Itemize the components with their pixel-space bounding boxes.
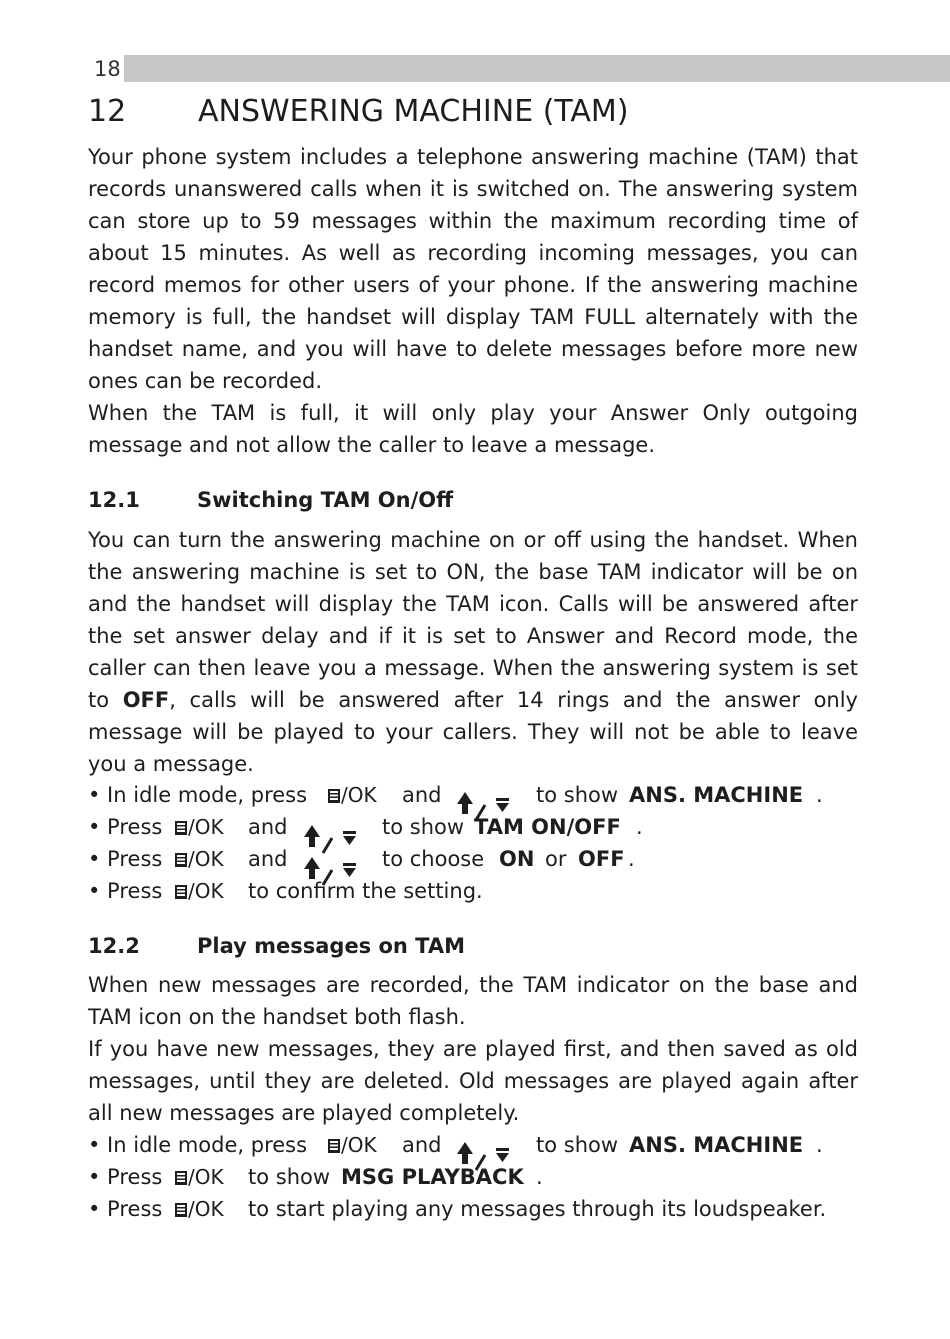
bullet-and: and: [402, 783, 442, 807]
section-number: 12.2: [88, 934, 140, 958]
menu-ok-key-icon: /OK: [175, 843, 224, 875]
section-title: Switching TAM On/Off: [197, 488, 454, 512]
menu-ok-key-icon: /OK: [175, 1161, 224, 1193]
bullet-post: to show: [382, 815, 465, 839]
menu-ok-key-icon: /OK: [175, 875, 224, 907]
bullet-or: or: [545, 847, 567, 871]
bullet-end: .: [816, 1133, 823, 1157]
section-12-2-paragraph-1: When new messages are recorded, the TAM indicator on the base and TAM icon on the handset both flash.: [88, 973, 858, 1029]
intro-paragraph-2: When the TAM is full, it will only play your Answer Only outgoing message and not allow the caller to leave a message.: [88, 401, 858, 457]
section-12-1-heading: [88, 488, 453, 512]
bullet-option-on: ON: [499, 847, 535, 871]
body-text: You can turn the answering machine on or off using the handset. When the answering machine is set to ON, the base TAM indicator will be on and the handset will display the TAM icon. Calls will be answered after the set answer delay and if it is set to Answer and Record mode, the caller can then leave you a message. When the answering system is set to: [88, 528, 858, 712]
bullet-target: MSG PLAYBACK: [341, 1165, 524, 1189]
bullet-post: to confirm the setting.: [248, 879, 483, 903]
menu-ok-key-icon: /OK: [328, 779, 377, 811]
bullet-and: and: [248, 815, 288, 839]
bullet-and: and: [248, 847, 288, 871]
intro-paragraph-1: Your phone system includes a telephone answering machine (TAM) that records unanswered calls when it is switched on. The answering system can store up to 59 messages within the maximum recording time of about 15 minutes. As well as recording incoming messages, you can record memos for other users of your phone. If the answering machine memory is full, the handset will display TAM FULL alternately with the handset name, and you will have to delete messages before more new ones can be recorded.: [88, 145, 858, 393]
bullet-end: .: [536, 1165, 543, 1189]
body-text-end: , calls will be answered after 14 rings and the answer only message will be played to your callers. They will not be able to leave you a message.: [88, 688, 858, 776]
chapter-title-text: ANSWERING MACHINE (TAM): [198, 94, 629, 129]
bullet-target: TAM ON/OFF: [474, 815, 621, 839]
bullet-and: and: [402, 1133, 442, 1157]
menu-ok-key-icon: /OK: [328, 1129, 377, 1161]
bullet-text: • In idle mode, press: [88, 1133, 308, 1157]
chapter-number: 12: [88, 94, 127, 129]
bullet-text: • Press: [88, 847, 163, 871]
bullet-post: to start playing any messages through its loudspeaker.: [248, 1197, 827, 1221]
bullet-text: • In idle mode, press: [88, 783, 308, 807]
section-12-1-body: [88, 524, 858, 780]
section-number: 12.1: [88, 488, 140, 512]
section-12-2-heading: [88, 934, 465, 958]
menu-ok-key-icon: /OK: [175, 1193, 224, 1225]
bullet-end: .: [636, 815, 643, 839]
body-bold-off: OFF: [122, 688, 170, 712]
page-number: 18: [92, 55, 124, 82]
bullet-target: ANS. MACHINE: [629, 783, 804, 807]
bullet-post: to show: [536, 783, 619, 807]
bullet-end: .: [628, 847, 635, 871]
chapter-title: [88, 94, 629, 129]
page-header-bar: [92, 55, 950, 82]
bullet-post: to show: [536, 1133, 619, 1157]
bullet-post: to choose: [382, 847, 485, 871]
bullet-text: • Press: [88, 815, 163, 839]
bullet-post: to show: [248, 1165, 331, 1189]
menu-ok-key-icon: /OK: [175, 811, 224, 843]
bullet-option-off: OFF: [578, 847, 625, 871]
bullet-end: .: [816, 783, 823, 807]
bullet-text: • Press: [88, 1197, 163, 1221]
bullet-text: • Press: [88, 1165, 163, 1189]
section-12-2-paragraph-2: If you have new messages, they are played first, and then saved as old messages, until they are deleted. Old messages are played again after all new messages are played completely.: [88, 1037, 858, 1125]
bullet-target: ANS. MACHINE: [629, 1133, 804, 1157]
bullet-text: • Press: [88, 879, 163, 903]
section-title: Play messages on TAM: [197, 934, 466, 958]
